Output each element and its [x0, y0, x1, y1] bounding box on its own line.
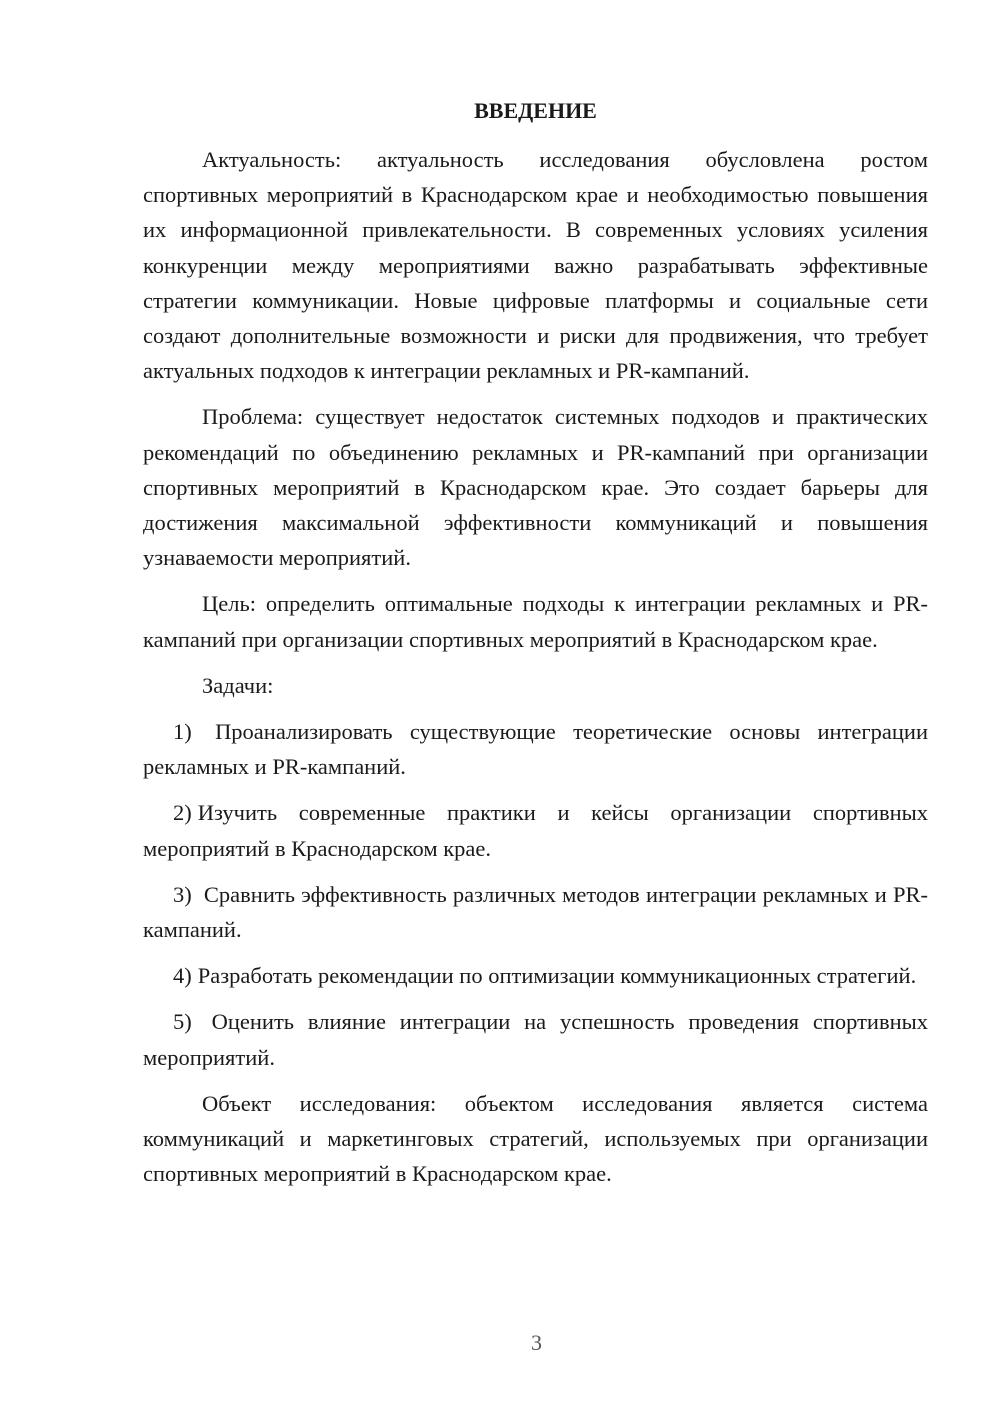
task-text: Проанализировать существующие теоретические основы интеграции рекламных и PR-кампаний.	[143, 719, 928, 780]
task-text: Разработать рекомендации по оптимизации коммуникационных стратегий.	[197, 963, 917, 989]
task-item-2	[143, 795, 928, 865]
task-item-3	[143, 877, 928, 947]
task-text: Сравнить эффективность различных методов интеграции рекламных и PR-кампаний.	[143, 881, 928, 943]
task-number: 2)	[173, 800, 192, 826]
paragraph-problem: Проблема: существует недостаток системных подходов и практических рекомендаций по объединению рекламных и PR-кампаний при организации спортивных мероприятий в Краснодарском крае. Это создает барьеры для достижения максимальной эффективности коммуникаций и повышения узнаваемости мероприятий.	[143, 404, 928, 571]
task-text: Оценить влияние интеграции на успешность проведения спортивных мероприятий.	[143, 1009, 928, 1070]
task-text: Изучить современные практики и кейсы организации спортивных мероприятий в Краснодарском крае.	[143, 800, 928, 861]
page-title: ВВЕДЕНИЕ	[474, 98, 597, 123]
paragraph-tasks-heading: Задачи:	[202, 672, 274, 698]
task-number: 4)	[173, 963, 192, 989]
task-item-5	[143, 1004, 928, 1074]
task-number: 5)	[173, 1009, 192, 1035]
paragraph-goal: Цель: определить оптимальные подходы к интеграции рекламных и PR-кампаний при организации спортивных мероприятий в Краснодарском крае.	[143, 591, 928, 652]
document-page	[143, 94, 928, 1202]
task-item-1	[143, 714, 928, 784]
task-number: 3)	[173, 881, 192, 907]
task-number: 1)	[173, 719, 192, 745]
task-item-4	[143, 958, 928, 993]
paragraph-relevance: Актуальность: актуальность исследования обусловлена ростом спортивных мероприятий в Краснодарском крае и необходимостью повышения их информационной привлекательности. В современных условиях усиления конкуренции между мероприятиями важно разрабатывать эффективные стратегии коммуникации. Новые цифровые платформы и социальные сети создают дополнительные возможности и риски для продвижения, что требует актуальных подходов к интеграции рекламных и PR-кампаний.	[143, 147, 928, 384]
page-number: 3	[531, 1330, 542, 1355]
paragraph-object: Объект исследования: объектом исследования является система коммуникаций и маркетинговых стратегий, используемых при организации спортивных мероприятий в Краснодарском крае.	[143, 1090, 928, 1187]
